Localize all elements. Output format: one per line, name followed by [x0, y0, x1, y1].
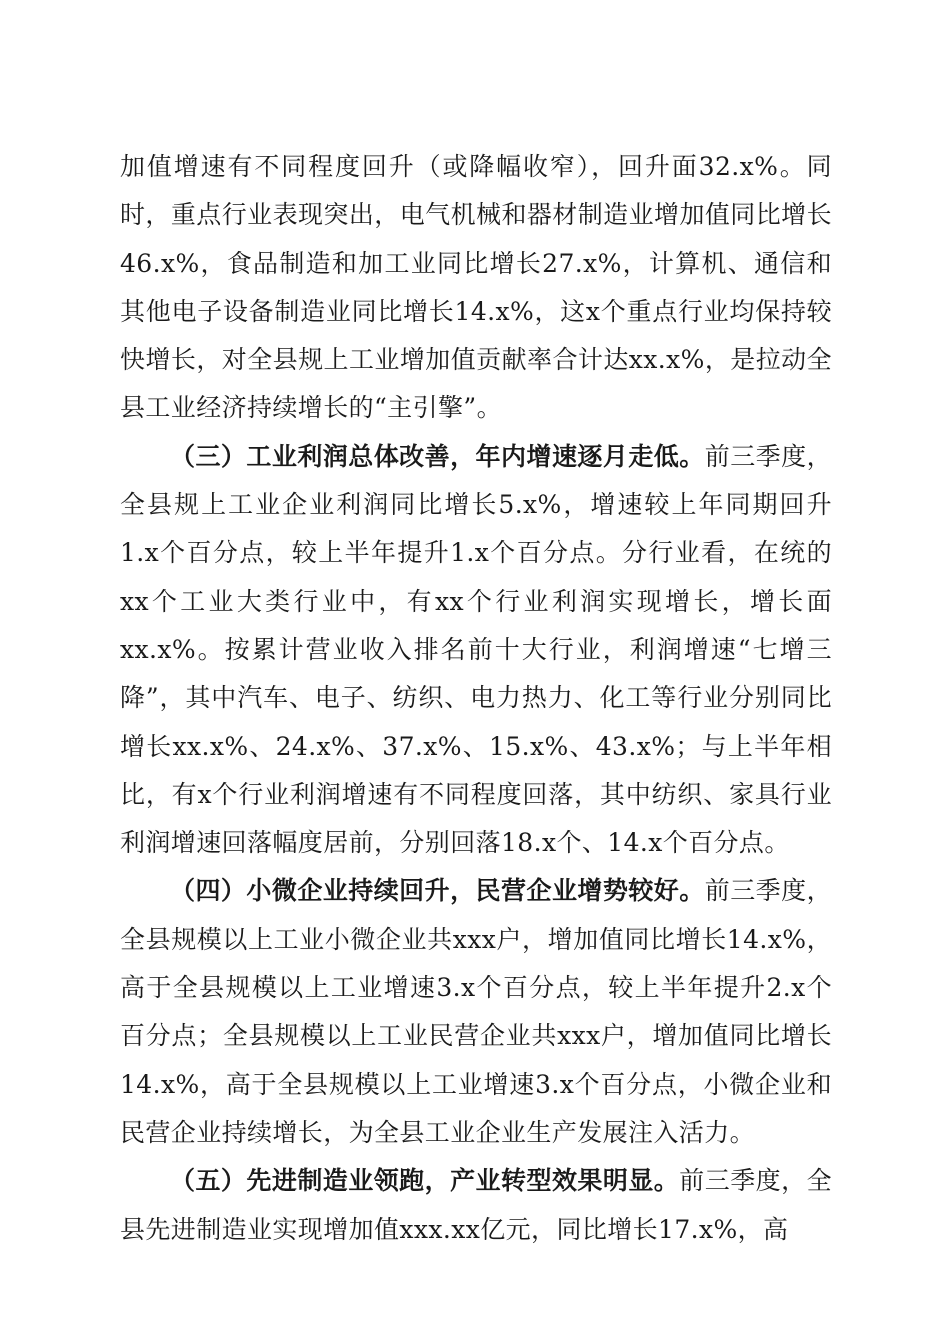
paragraph-text: 前三季度，全县规上工业企业利润同比增长5.x%，增速较上年同期回升1.x个百分点，较上半年提升1.x个百分点。分行业看，在统的xx个工业大类行业中，有xx个行业利润实现增长，增长面xx.x%。按累计营业收入排名前十大行业，利润增速“七增三降”，其中汽车、电子、纺织、电力热力、化工等行业分别同比增长xx.x%、24.x%、37.x%、15.x%、43.x%；与上半年相比，有x个行业利润增速有不同程度回落，其中纺织、家具行业利润增速回落幅度居前，分别回落18.x个、14.x个百分点。: [120, 441, 832, 858]
paragraph-small-enterprises: [120, 867, 832, 1157]
section-heading-3: （三）工业利润总体改善，年内增速逐月走低。: [170, 441, 705, 471]
paragraph-text: 加值增速有不同程度回升（或降幅收窄），回升面32.x%。同时，重点行业表现突出，电气机械和器材制造业增加值同比增长46.x%，食品制造和加工业同比增长27.x%，计算机、通信和其他电子设备制造业同比增长14.x%，这x个重点行业均保持较快增长，对全县规上工业增加值贡献率合计达xx.x%，是拉动全县工业经济持续增长的“主引擎”。: [120, 152, 832, 423]
paragraph-continuation: [120, 143, 832, 433]
paragraph-industrial-profit: [120, 433, 832, 868]
paragraph-text: 前三季度，全县先进制造业实现增加值xxx.xx亿元，同比增长17.x%，高: [120, 1166, 832, 1244]
document-page: [120, 143, 832, 1254]
paragraph-text: 前三季度，全县规模以上工业小微企业共xxx户，增加值同比增长14.x%，高于全县规模以上工业增速3.x个百分点，较上半年提升2.x个百分点；全县规模以上工业民营企业共xxx户，增加值同比增长14.x%，高于全县规模以上工业增速3.x个百分点，小微企业和民营企业持续增长，为全县工业企业生产发展注入活力。: [120, 876, 832, 1147]
paragraph-advanced-manufacturing: [120, 1157, 832, 1254]
section-heading-4: （四）小微企业持续回升，民营企业增势较好。: [170, 876, 705, 906]
section-heading-5: （五）先进制造业领跑，产业转型效果明显。: [170, 1166, 680, 1196]
